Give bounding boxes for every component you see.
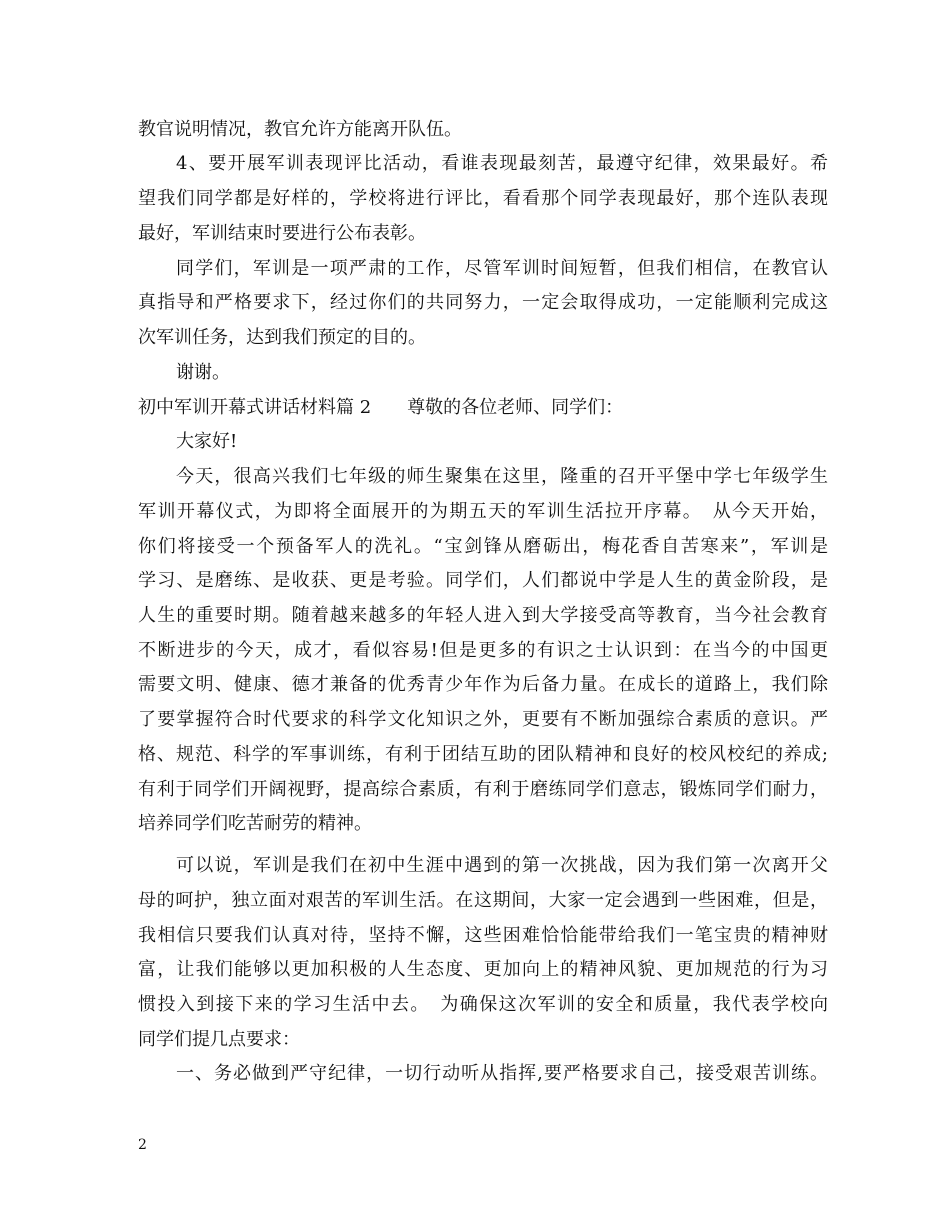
text-line: 我相信只要我们认真对待，坚持不懈，这些困难恰恰能带给我们一笔宝贵的精神财 bbox=[138, 925, 828, 946]
page-number: 2 bbox=[138, 1137, 147, 1153]
text-line: 惯投入到接下来的学习生活中去。 为确保这次军训的安全和质量，我代表学校向 bbox=[138, 994, 828, 1015]
text-line: 望我们同学都是好样的，学校将进行评比，看看那个同学表现最好，那个连队表现 bbox=[138, 188, 828, 209]
text-line: 教官说明情况，教官允许方能离开队伍。 bbox=[138, 119, 462, 140]
text-line: 谢谢。 bbox=[176, 362, 230, 383]
text-line: 今天，很高兴我们七年级的师生聚集在这里，隆重的召开平堡中学七年级学生 bbox=[176, 466, 828, 487]
text-line: 最好，军训结束时要进行公布表彰。 bbox=[138, 223, 426, 244]
text-line: 大家好! bbox=[176, 431, 238, 452]
text-line: 格、规范、科学的军事训练，有利于团结互助的团队精神和良好的校风校纪的养成; bbox=[138, 744, 828, 765]
text-line: 真指导和严格要求下，经过你们的共同努力，一定会取得成功，一定能顺利完成这 bbox=[138, 292, 828, 313]
text-line: 一、务必做到严守纪律，一切行动听从指挥,要严格要求自己，接受艰苦训练。 bbox=[176, 1063, 828, 1084]
text-line: 母的呵护，独立面对艰苦的军训生活。在这期间，大家一定会遇到一些困难，但是， bbox=[138, 890, 828, 911]
text-line: 同学们，军训是一项严肃的工作，尽管军训时间短暂，但我们相信，在教官认 bbox=[176, 258, 828, 279]
text-line: 4、要开展军训表现评比活动，看谁表现最刻苦，最遵守纪律，效果最好。希 bbox=[176, 153, 828, 174]
text-line: 了要掌握符合时代要求的科学文化知识之外，更要有不断加强综合素质的意识。严 bbox=[138, 709, 828, 730]
text-line: 军训开幕仪式，为即将全面展开的为期五天的军训生活拉开序幕。 从今天开始， bbox=[138, 501, 828, 522]
text-line: 不断进步的今天，成才，看似容易!但是更多的有识之士认识到：在当今的中国更 bbox=[138, 640, 828, 661]
text-line: 初中军训开幕式讲话材料篇 2 尊敬的各位老师、同学们： bbox=[138, 397, 624, 418]
text-line: 学习、是磨练、是收获、更是考验。同学们，人们都说中学是人生的黄金阶段，是 bbox=[138, 570, 828, 591]
text-line: 次军训任务，达到我们预定的目的。 bbox=[138, 327, 426, 348]
text-line: 你们将接受一个预备军人的洗礼。“宝剑锋从磨砺出，梅花香自苦寒来”，军训是 bbox=[138, 536, 828, 557]
text-line: 人生的重要时期。随着越来越多的年轻人进入到大学接受高等教育，当今社会教育 bbox=[138, 605, 828, 626]
text-line: 有利于同学们开阔视野，提高综合素质，有利于磨练同学们意志，锻炼同学们耐力， bbox=[138, 779, 828, 800]
text-line: 同学们提几点要求： bbox=[138, 1029, 300, 1050]
text-line: 可以说，军训是我们在初中生涯中遇到的第一次挑战，因为我们第一次离开父 bbox=[176, 855, 828, 876]
text-line: 富，让我们能够以更加积极的人生态度、更加向上的精神风貌、更加规范的行为习 bbox=[138, 959, 828, 980]
text-line: 培养同学们吃苦耐劳的精神。 bbox=[138, 813, 372, 834]
text-line: 需要文明、健康、德才兼备的优秀青少年作为后备力量。在成长的道路上，我们除 bbox=[138, 674, 828, 695]
